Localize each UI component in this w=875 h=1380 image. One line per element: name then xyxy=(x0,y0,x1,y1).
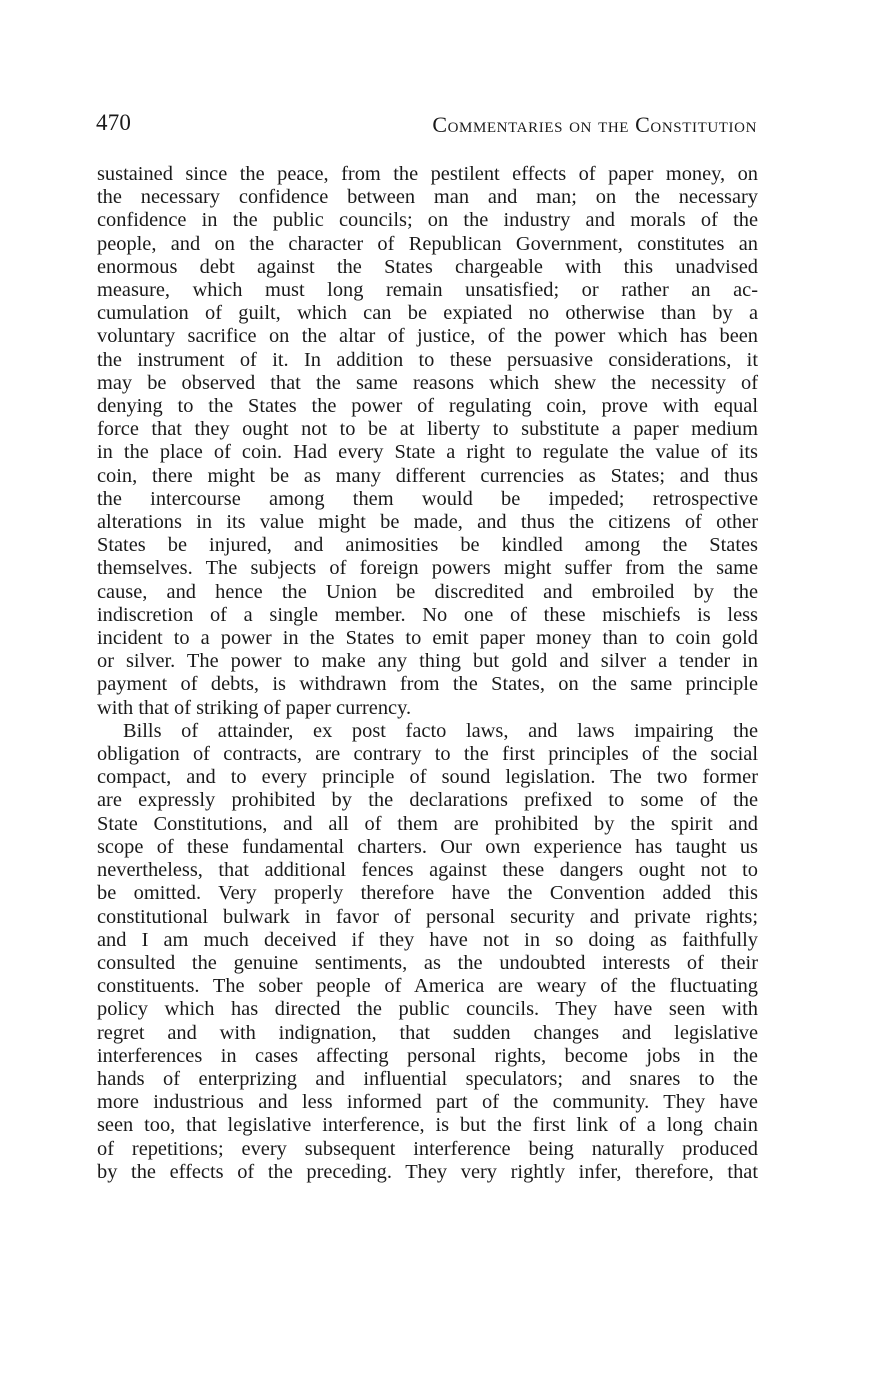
paragraph xyxy=(97,720,758,1184)
text-line: confidence in the public councils; on the industry and morals of the xyxy=(97,209,758,232)
text-line: constituents. The sober people of America are weary of the fluctuating xyxy=(97,975,758,998)
text-line: compact, and to every principle of sound legislation. The two former xyxy=(97,766,758,789)
text-line: Bills of attainder, ex post facto laws, and laws impairing the xyxy=(123,719,758,742)
text-line: are expressly prohibited by the declarations prefixed to some of the xyxy=(97,789,758,812)
text-line: coin, there might be as many different currencies as States; and thus xyxy=(97,464,758,487)
text-line: or silver. The power to make any thing but gold and silver a tender in xyxy=(97,650,758,673)
text-line: interferences in cases affecting personal rights, become jobs in the xyxy=(97,1044,758,1067)
text-line: may be observed that the same reasons which shew the necessity of xyxy=(97,371,758,394)
text-line: voluntary sacrifice on the altar of justice, of the power which has been xyxy=(97,325,758,348)
text-line: incident to a power in the States to emit paper money than to coin gold xyxy=(97,627,758,650)
text-line: payment of debts, is withdrawn from the States, on the same principle xyxy=(97,673,758,696)
text-line: regret and with indignation, that sudden changes and legislative xyxy=(97,1021,758,1044)
text-line: consulted the genuine sentiments, as the undoubted interests of their xyxy=(97,951,758,974)
text-line: cause, and hence the Union be discredited and embroiled by the xyxy=(97,580,758,603)
text-line: States be injured, and animosities be kindled among the States xyxy=(97,534,758,557)
text-line: the necessary confidence between man and man; on the necessary xyxy=(97,186,758,209)
text-line: alterations in its value might be made, and thus the citizens of other xyxy=(97,511,758,534)
text-line: the intercourse among them would be impeded; retrospective xyxy=(97,487,758,510)
text-line: in the place of coin. Had every State a right to regulate the value of its xyxy=(97,441,758,464)
paragraph xyxy=(97,163,758,720)
text-line: of repetitions; every subsequent interference being naturally produced xyxy=(97,1137,758,1160)
page-number: 470 xyxy=(96,110,132,135)
text-line: by the effects of the preceding. They very rightly infer, therefore, that xyxy=(97,1160,758,1183)
text-line: scope of these fundamental charters. Our own experience has taught us xyxy=(97,835,758,858)
text-line: the instrument of it. In addition to these persuasive considerations, it xyxy=(97,348,758,371)
text-line: State Constitutions, and all of them are prohibited by the spirit and xyxy=(97,812,758,835)
text-line: more industrious and less informed part of the community. They have xyxy=(97,1091,758,1114)
text-line: constitutional bulwark in favor of personal security and private rights; xyxy=(97,905,758,928)
text-line: with that of striking of paper currency. xyxy=(97,696,412,719)
text-line: cumulation of guilt, which can be expiated no otherwise than by a xyxy=(97,302,758,325)
text-line: force that they ought not to be at liberty to substitute a paper medium xyxy=(97,418,758,441)
text-line: enormous debt against the States chargeable with this unadvised xyxy=(97,255,758,278)
text-line: nevertheless, that additional fences against these dangers ought not to xyxy=(97,859,758,882)
text-line: seen too, that legislative interference, is but the first link of a long chain xyxy=(97,1114,758,1137)
text-line: and I am much deceived if they have not in so doing as faithfully xyxy=(97,928,758,951)
text-line: measure, which must long remain unsatisfied; or rather an ac- xyxy=(97,279,758,302)
text-line: policy which has directed the public councils. They have seen with xyxy=(97,998,758,1021)
text-line: people, and on the character of Republican Government, constitutes an xyxy=(97,232,758,255)
body-text xyxy=(97,163,758,1184)
text-line: indiscretion of a single member. No one of these mischiefs is less xyxy=(97,603,758,626)
text-line: sustained since the peace, from the pestilent effects of paper money, on xyxy=(97,163,758,185)
text-line: be omitted. Very properly therefore have the Convention added this xyxy=(97,882,758,905)
text-line: obligation of contracts, are contrary to the first principles of the social xyxy=(97,743,758,766)
text-line: hands of enterprizing and influential speculators; and snares to the xyxy=(97,1067,758,1090)
text-line: denying to the States the power of regulating coin, prove with equal xyxy=(97,395,758,418)
text-line: themselves. The subjects of foreign powers might suffer from the same xyxy=(97,557,758,580)
running-head: Commentaries on the Constitution xyxy=(432,112,757,137)
